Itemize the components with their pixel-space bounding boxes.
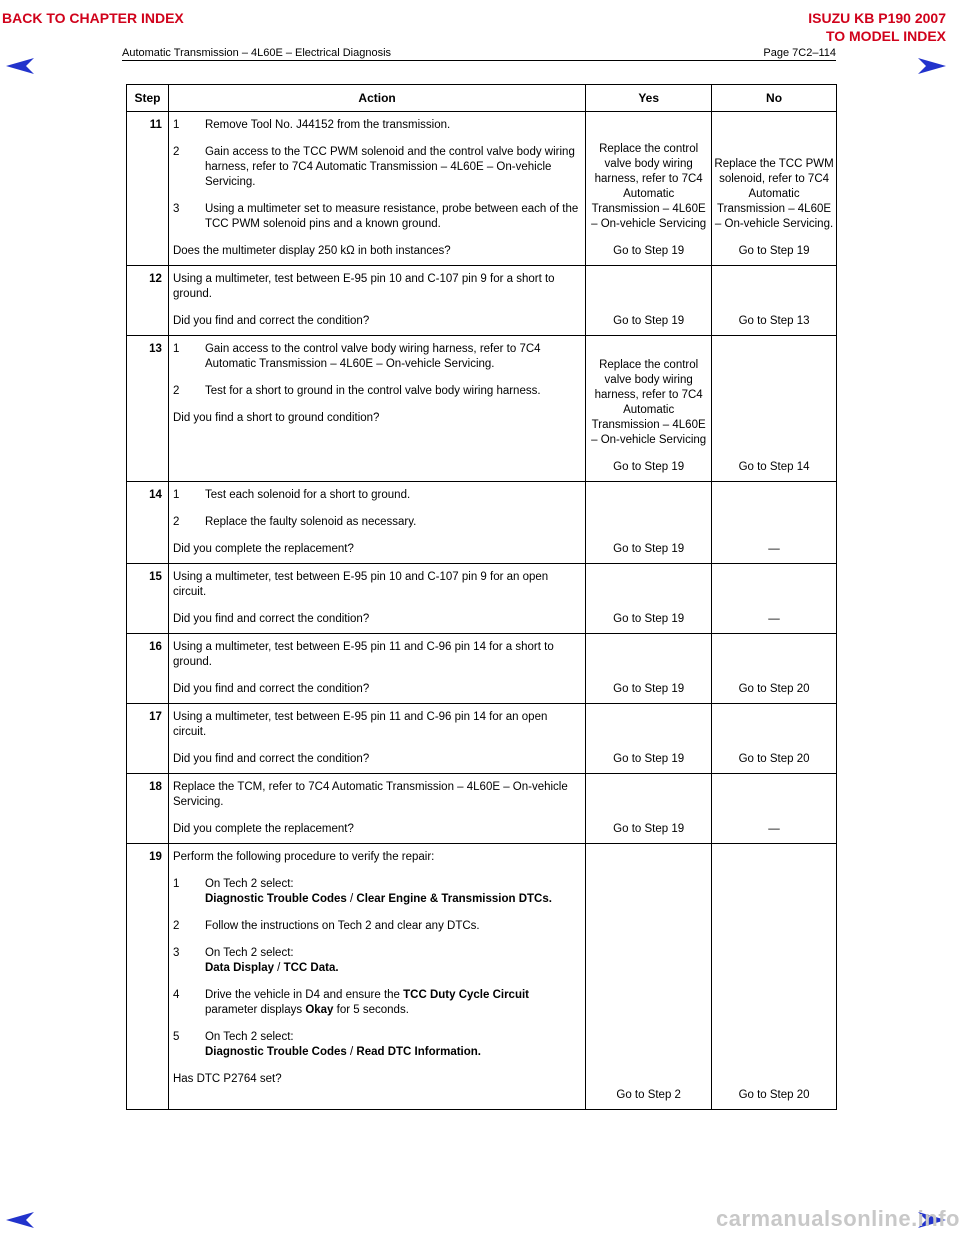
next-page-arrow-icon[interactable] — [918, 58, 946, 74]
item-number: 4 — [172, 989, 180, 1001]
yes-cell — [586, 704, 712, 774]
item-number: 3 — [172, 203, 180, 215]
item-number: 2 — [172, 146, 180, 158]
parameter-name: TCC Duty Cycle Circuit — [403, 989, 530, 1001]
yes-go-to: Go to Step 2 — [616, 1089, 681, 1101]
item-text-part: parameter displays — [204, 1004, 306, 1016]
no-go-to: Go to Step 14 — [738, 461, 810, 473]
item-text — [205, 877, 579, 907]
question-text: Did you find and correct the condition? — [172, 315, 370, 327]
no-go-to: Go to Step 20 — [738, 683, 810, 695]
question-text: Did you find a short to ground condition? — [172, 412, 380, 424]
menu-path-part: Read DTC Information. — [356, 1046, 481, 1058]
item-text: Test each solenoid for a short to ground. — [204, 489, 411, 501]
item-number: 1 — [172, 878, 180, 890]
action-cell — [168, 336, 585, 482]
item-number: 2 — [172, 385, 180, 397]
table-row — [127, 774, 837, 844]
table-row — [127, 112, 837, 266]
diagnostic-table — [126, 84, 837, 1110]
yes-go-to: Go to Step 19 — [613, 613, 685, 625]
yes-cell — [586, 564, 712, 634]
item-text — [205, 946, 579, 976]
item-text-part: On Tech 2 select: — [204, 878, 294, 890]
step-number: 16 — [127, 634, 169, 704]
menu-path-part: Data Display — [204, 962, 274, 974]
no-cell — [712, 336, 837, 482]
menu-path-separator: / — [346, 893, 357, 905]
question-text: Has DTC P2764 set? — [172, 1073, 282, 1085]
item-number: 5 — [172, 1031, 180, 1043]
question-text: Did you complete the replacement? — [172, 543, 354, 555]
item-text — [205, 988, 579, 1018]
item-number: 1 — [172, 489, 180, 501]
yes-cell — [586, 336, 712, 482]
yes-instruction: Replace the control valve body wiring harness, refer to 7C4 Automatic Transmission – 4L60E – On-vehicle Servicing — [591, 143, 707, 230]
menu-path-separator: / — [346, 1046, 357, 1058]
no-cell — [712, 112, 837, 266]
header-left-title: Automatic Transmission – 4L60E – Electrical Diagnosis — [122, 47, 392, 59]
no-cell — [712, 774, 837, 844]
col-action-header: Action — [168, 85, 585, 112]
no-go-to: Go to Step 19 — [738, 245, 810, 257]
yes-go-to: Go to Step 19 — [613, 753, 685, 765]
item-number: 2 — [172, 516, 180, 528]
parameter-value: Okay — [305, 1004, 334, 1016]
action-text: Using a multimeter, test between E-95 pin 11 and C-96 pin 14 for a short to ground. — [172, 641, 554, 668]
question-text: Did you find and correct the condition? — [172, 753, 370, 765]
prev-page-arrow-icon[interactable] — [6, 1212, 34, 1228]
item-number: 3 — [172, 947, 180, 959]
yes-instruction: Replace the control valve body wiring harness, refer to 7C4 Automatic Transmission – 4L60E – On-vehicle Servicing — [591, 359, 707, 446]
yes-cell — [586, 634, 712, 704]
to-model-index-link[interactable]: TO MODEL INDEX — [825, 28, 946, 44]
header-rule — [122, 60, 836, 61]
no-cell — [712, 266, 837, 336]
table-row — [127, 336, 837, 482]
item-text: Replace the faulty solenoid as necessary. — [204, 516, 417, 528]
yes-go-to: Go to Step 19 — [613, 543, 685, 555]
action-text: Replace the TCM, refer to 7C4 Automatic Transmission – 4L60E – On-vehicle Servicing. — [172, 781, 568, 808]
item-text-part: for 5 seconds. — [333, 1004, 409, 1016]
no-cell — [712, 564, 837, 634]
no-instruction: Replace the TCC PWM solenoid, refer to 7C4 Automatic Transmission – 4L60E – On-vehicle Servicing. — [714, 158, 834, 230]
item-text: Remove Tool No. J44152 from the transmission. — [204, 119, 451, 131]
back-to-chapter-index-link[interactable]: BACK TO CHAPTER INDEX — [2, 10, 184, 26]
action-text: Using a multimeter, test between E-95 pin 11 and C-96 pin 14 for an open circuit. — [172, 711, 548, 738]
action-cell — [168, 704, 585, 774]
menu-path-part: Diagnostic Trouble Codes — [204, 1046, 347, 1058]
col-yes-header: Yes — [586, 85, 712, 112]
item-number: 1 — [172, 119, 180, 131]
action-cell — [168, 266, 585, 336]
yes-cell — [586, 482, 712, 564]
no-go-to: — — [768, 543, 780, 555]
action-text: Using a multimeter, test between E-95 pin 10 and C-107 pin 9 for an open circuit. — [172, 571, 549, 598]
item-text: Test for a short to ground in the control valve body wiring harness. — [204, 385, 541, 397]
col-step-header: Step — [127, 85, 169, 112]
menu-path-separator: / — [273, 962, 284, 974]
watermark: carmanualsonline.info — [716, 1206, 960, 1231]
step-number: 19 — [127, 844, 169, 1110]
action-cell — [168, 634, 585, 704]
step-number: 17 — [127, 704, 169, 774]
no-cell — [712, 844, 837, 1110]
yes-cell — [586, 774, 712, 844]
yes-cell — [586, 844, 712, 1110]
step-number: 15 — [127, 564, 169, 634]
item-text: Gain access to the control valve body wiring harness, refer to 7C4 Automatic Transmission – 4L60E – On-vehicle Servicing. — [204, 343, 541, 370]
question-text: Did you complete the replacement? — [172, 823, 354, 835]
item-number: 1 — [172, 343, 180, 355]
question-text: Did you find and correct the condition? — [172, 683, 370, 695]
table-row — [127, 266, 837, 336]
table-row — [127, 482, 837, 564]
item-text: Follow the instructions on Tech 2 and clear any DTCs. — [204, 920, 480, 932]
header-page-number: Page 7C2–114 — [763, 47, 836, 59]
yes-cell — [586, 112, 712, 266]
table-row — [127, 564, 837, 634]
no-go-to: Go to Step 13 — [738, 315, 810, 327]
item-text-part: On Tech 2 select: — [204, 1031, 294, 1043]
model-title-link[interactable]: ISUZU KB P190 2007 — [808, 10, 946, 26]
menu-path-part: Clear Engine & Transmission DTCs. — [356, 893, 552, 905]
item-text-part: Drive the vehicle in D4 and ensure the — [204, 989, 404, 1001]
table-row — [127, 704, 837, 774]
menu-path-part: TCC Data. — [283, 962, 339, 974]
action-cell — [168, 844, 585, 1110]
question-text: Does the multimeter display 250 kΩ in both instances? — [172, 245, 451, 257]
no-go-to: — — [768, 613, 780, 625]
action-cell — [168, 482, 585, 564]
yes-go-to: Go to Step 19 — [613, 315, 685, 327]
action-cell — [168, 564, 585, 634]
item-text — [205, 1030, 579, 1060]
table-row — [127, 844, 837, 1110]
yes-cell — [586, 266, 712, 336]
prev-page-arrow-icon[interactable] — [6, 58, 34, 74]
no-cell — [712, 634, 837, 704]
step-number: 18 — [127, 774, 169, 844]
yes-go-to: Go to Step 19 — [613, 823, 685, 835]
table-row — [127, 634, 837, 704]
item-text-part: On Tech 2 select: — [204, 947, 294, 959]
item-text: Gain access to the TCC PWM solenoid and the control valve body wiring harness, refer to 7C4 Automatic Transmission – 4L60E – On-vehicle Servicing. — [204, 146, 575, 188]
menu-path-part: Diagnostic Trouble Codes — [204, 893, 347, 905]
step-number: 11 — [127, 112, 169, 266]
action-cell — [168, 112, 585, 266]
col-no-header: No — [712, 85, 837, 112]
table-header-row — [127, 85, 837, 112]
action-cell — [168, 774, 585, 844]
action-text: Using a multimeter, test between E-95 pin 10 and C-107 pin 9 for a short to ground. — [172, 273, 555, 300]
action-intro: Perform the following procedure to verify the repair: — [172, 851, 435, 863]
step-number: 13 — [127, 336, 169, 482]
yes-go-to: Go to Step 19 — [613, 461, 685, 473]
yes-go-to: Go to Step 19 — [613, 683, 685, 695]
item-number: 2 — [172, 920, 180, 932]
no-go-to: Go to Step 20 — [738, 753, 810, 765]
no-go-to: — — [768, 823, 780, 835]
step-number: 14 — [127, 482, 169, 564]
yes-go-to: Go to Step 19 — [613, 245, 685, 257]
question-text: Did you find and correct the condition? — [172, 613, 370, 625]
no-cell — [712, 482, 837, 564]
no-cell — [712, 704, 837, 774]
no-go-to: Go to Step 20 — [738, 1089, 810, 1101]
item-text: Using a multimeter set to measure resistance, probe between each of the TCC PWM solenoid pins and a known ground. — [204, 203, 579, 230]
step-number: 12 — [127, 266, 169, 336]
